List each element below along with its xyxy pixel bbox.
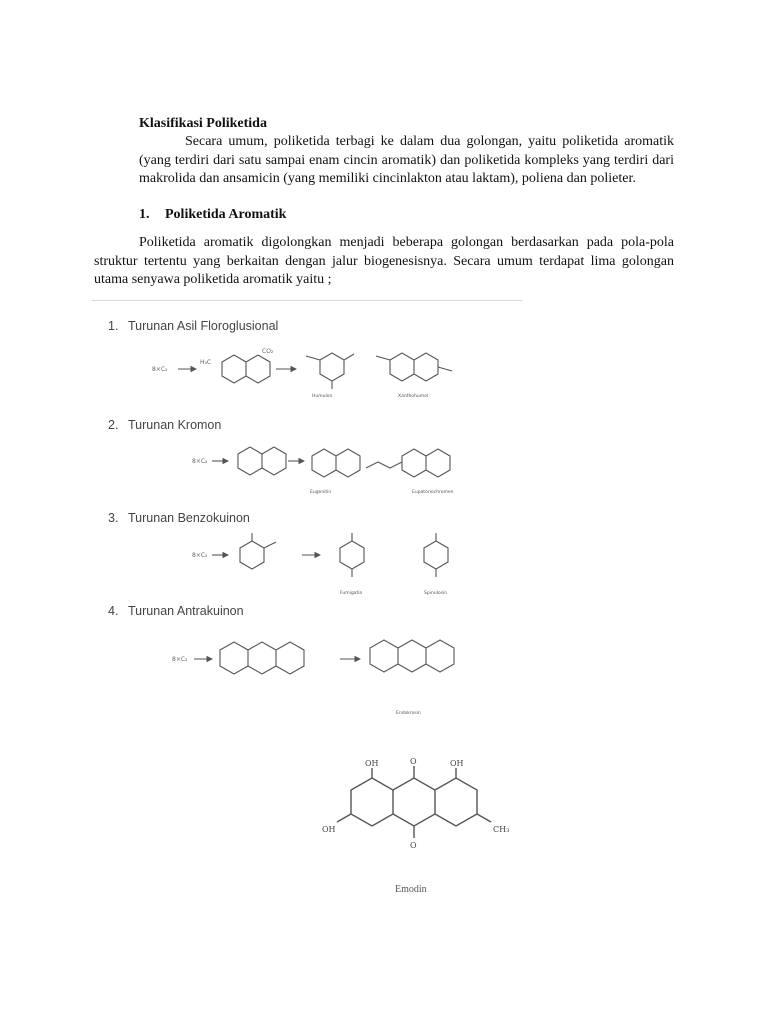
row1-co2-label: CO₂	[262, 348, 274, 355]
figure-item-4-label: Turunan Antrakuinon	[128, 604, 244, 618]
figure-item-1-number: 1.	[108, 319, 119, 333]
emodin-oh-2: OH	[450, 759, 464, 768]
scheme-row-1	[152, 348, 452, 399]
row4-start-label: 8×C₂	[172, 656, 188, 663]
fumigatin-label: Fumigatin	[340, 591, 363, 596]
row1-precursor	[222, 355, 270, 383]
row2-start-label: 8×C₂	[192, 458, 208, 465]
row2-precursor	[238, 447, 286, 475]
figure-item-1-label: Turunan Asil Floroglusional	[128, 319, 279, 333]
emodin-ring-left	[351, 778, 393, 826]
emodin-substituent-bonds	[337, 766, 491, 838]
figure-item-3-number: 3.	[108, 511, 119, 525]
row1-product-2	[376, 353, 452, 381]
endokrosin-label: Endokrosin	[396, 711, 421, 716]
subsection-number: 1.	[139, 207, 150, 222]
emodin-ring-middle	[393, 778, 435, 826]
row1-product-1	[306, 353, 354, 389]
row2-product-1	[312, 449, 360, 477]
figure-item-3-label: Turunan Benzokuinon	[128, 511, 250, 525]
eupatoriochromen-label: Eupatoriochromen	[412, 490, 454, 495]
emodin-ch3: CH₃	[493, 825, 510, 834]
row4-precursor	[220, 642, 304, 674]
row3-start-label: 8×C₂	[192, 552, 208, 559]
spinulosin-label: Spinulosin	[424, 591, 448, 596]
eugenitin-label: Eugenitin	[310, 490, 332, 495]
xanthohumol-label: Xanthohumol	[398, 394, 429, 399]
emodin-structure	[322, 757, 509, 850]
spinulosin-structure	[424, 533, 448, 577]
scheme-row-4	[172, 640, 454, 716]
humulon-label: Humulon	[312, 394, 333, 399]
emodin-carbonyl-bottom: O	[410, 841, 417, 850]
row3-precursor	[240, 533, 276, 569]
section-heading: Klasifikasi Poliketida	[139, 116, 267, 131]
intro-text: Secara umum, poliketida terbagi ke dalam dua golongan, yaitu poliketida aromatik (yang terdiri dari satu sampai enam cincin aromatik) dan poliketida kompleks yang terdiri dari makrolida dan ansamicin (yang memiliki cincinlakton atau laktam), poliena dan polieter.	[139, 134, 674, 186]
emodin-oh-3: OH	[322, 825, 336, 834]
scheme-row-3	[192, 533, 448, 596]
row2-product-2	[366, 449, 450, 477]
fumigatin-structure	[340, 533, 364, 577]
endokrosin-structure	[370, 640, 454, 672]
emodin-oh-1: OH	[365, 759, 379, 768]
emodin-label: Emodin	[395, 884, 427, 895]
figure-item-2-number: 2.	[108, 418, 119, 432]
scheme-row-2	[192, 447, 454, 495]
subsection-title: Poliketida Aromatik	[165, 207, 287, 222]
section-text: Poliketida aromatik digolongkan menjadi beberapa golongan berdasarkan pada pola-pola struktur tertentu yang berkaitan dengan jalur biogenesisnya. Secara umum terdapat lima golongan utama senyawa poliketida aromatik yaitu ;	[94, 235, 674, 287]
figure-item-2-label: Turunan Kromon	[128, 418, 222, 432]
row1-start-label: 8×C₂	[152, 366, 168, 373]
emodin-ring-right	[435, 778, 477, 826]
emodin-carbonyl-top: O	[410, 757, 417, 766]
row1-h3c-label: H₃C	[200, 359, 212, 366]
figure-item-4-number: 4.	[108, 604, 119, 618]
